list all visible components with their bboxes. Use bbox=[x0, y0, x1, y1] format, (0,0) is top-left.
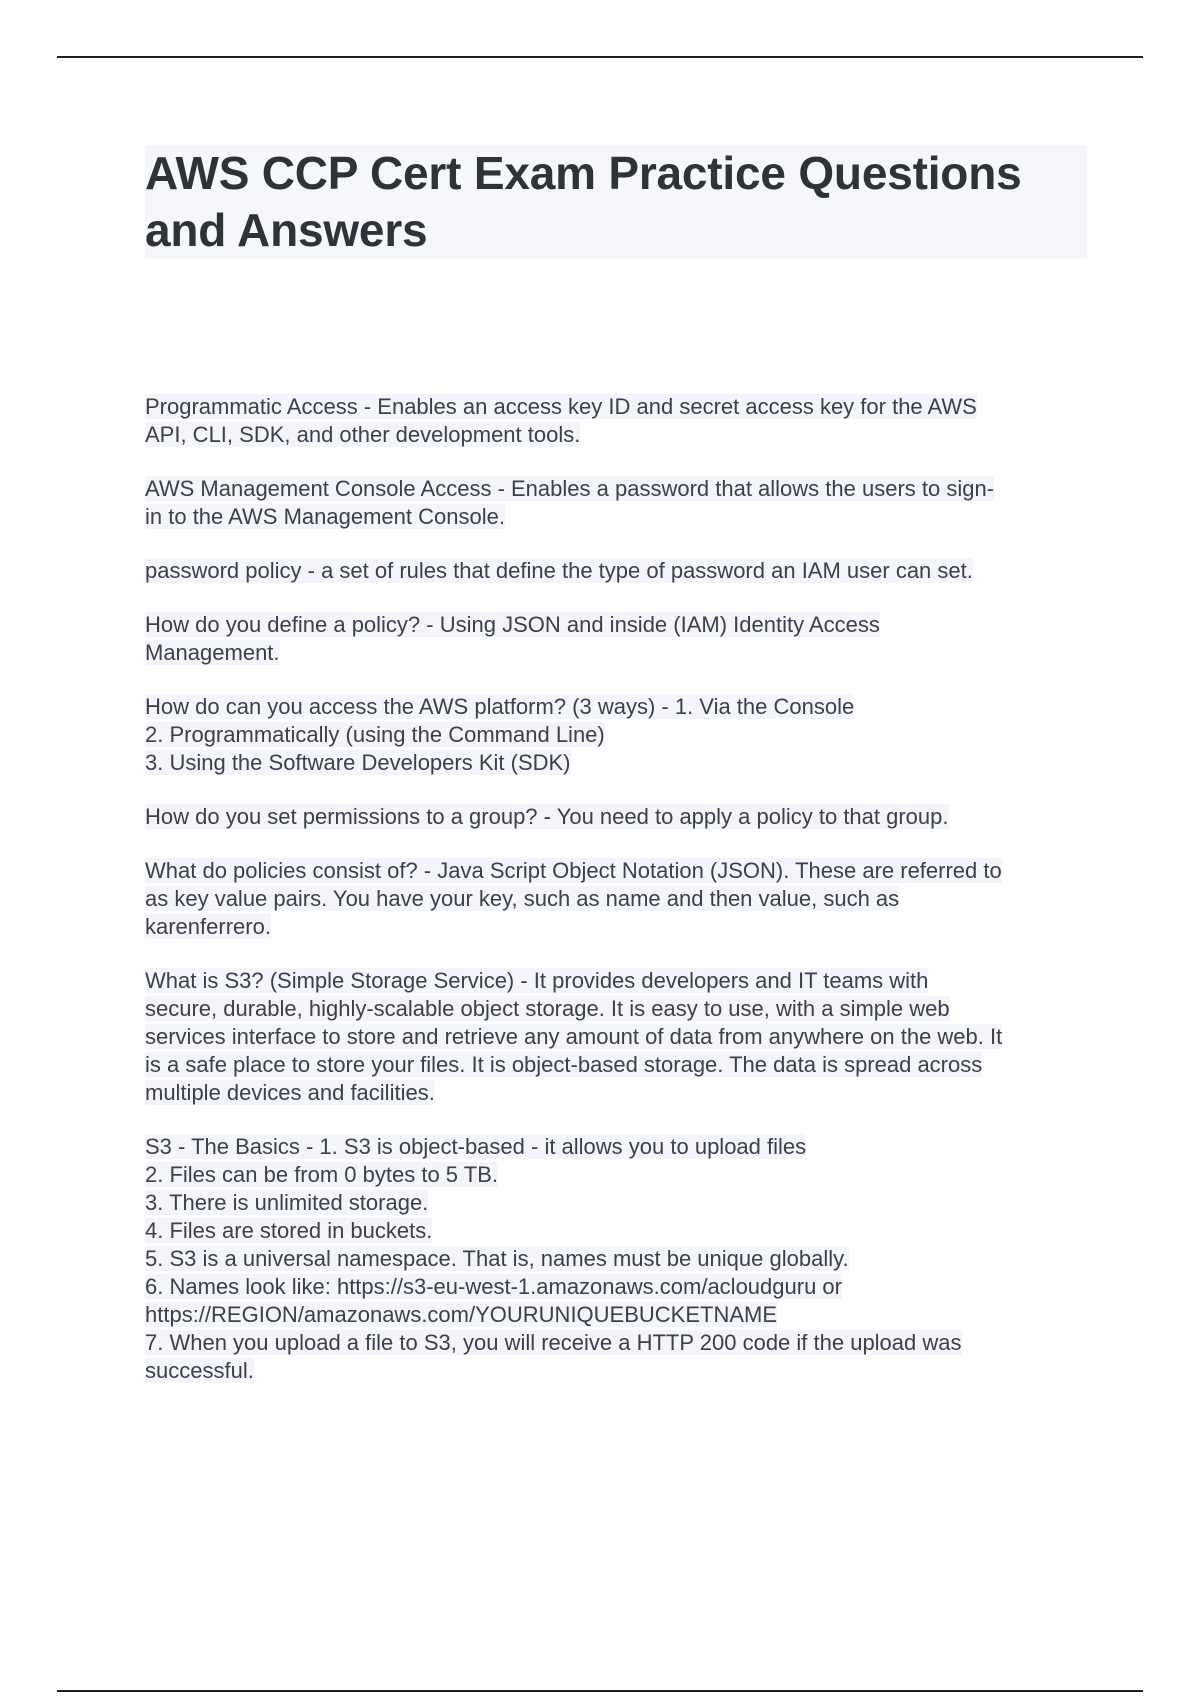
entry-line: 2. Programmatically (using the Command Line) bbox=[145, 722, 605, 747]
bottom-divider bbox=[57, 1690, 1143, 1692]
qa-entry bbox=[145, 693, 1090, 777]
entry-line: services interface to store and retrieve any amount of data from anywhere on the web. It bbox=[145, 1024, 1003, 1049]
entry-line: as key value pairs. You have your key, such as name and then value, such as bbox=[145, 886, 900, 911]
entry-line: AWS Management Console Access - Enables a password that allows the users to sign- bbox=[145, 476, 995, 501]
entry-line: S3 - The Basics - 1. S3 is object-based - it allows you to upload files bbox=[145, 1134, 807, 1159]
entry-line: 3. There is unlimited storage. bbox=[145, 1190, 429, 1215]
entry-line: secure, durable, highly-scalable object storage. It is easy to use, with a simple web bbox=[145, 996, 950, 1021]
qa-entry bbox=[145, 803, 1090, 831]
document-title bbox=[145, 145, 1087, 259]
entry-line: is a safe place to store your files. It is object-based storage. The data is spread across bbox=[145, 1052, 983, 1077]
qa-entry bbox=[145, 1133, 1090, 1385]
entry-line: Management. bbox=[145, 640, 280, 665]
qa-entry bbox=[145, 393, 1090, 449]
qa-entry bbox=[145, 857, 1090, 941]
title-block bbox=[145, 145, 1087, 259]
entry-line: successful. bbox=[145, 1358, 254, 1383]
qa-entry bbox=[145, 557, 1090, 585]
entry-line: How do can you access the AWS platform? (3 ways) - 1. Via the Console bbox=[145, 694, 855, 719]
entry-line: 7. When you upload a file to S3, you will receive a HTTP 200 code if the upload was bbox=[145, 1330, 962, 1355]
title-line: and Answers bbox=[145, 204, 428, 256]
entry-line: in to the AWS Management Console. bbox=[145, 504, 505, 529]
entry-line: How do you set permissions to a group? - You need to apply a policy to that group. bbox=[145, 804, 949, 829]
title-line: AWS CCP Cert Exam Practice Questions bbox=[145, 147, 1022, 199]
entry-line: API, CLI, SDK, and other development tools. bbox=[145, 422, 581, 447]
entry-line: 2. Files can be from 0 bytes to 5 TB. bbox=[145, 1162, 498, 1187]
qa-entries bbox=[145, 393, 1090, 1411]
entry-line: What do policies consist of? - Java Script Object Notation (JSON). These are referred to bbox=[145, 858, 1002, 883]
top-divider bbox=[57, 56, 1143, 58]
entry-line: 3. Using the Software Developers Kit (SDK) bbox=[145, 750, 571, 775]
entry-line: https://REGION/amazonaws.com/YOURUNIQUEBUCKETNAME bbox=[145, 1302, 778, 1327]
entry-line: 6. Names look like: https://s3-eu-west-1.amazonaws.com/acloudguru or bbox=[145, 1274, 842, 1299]
entry-line: multiple devices and facilities. bbox=[145, 1080, 435, 1105]
qa-entry bbox=[145, 967, 1090, 1107]
entry-line: Programmatic Access - Enables an access key ID and secret access key for the AWS bbox=[145, 394, 977, 419]
entry-line: karenferrero. bbox=[145, 914, 271, 939]
qa-entry bbox=[145, 475, 1090, 531]
entry-line: 5. S3 is a universal namespace. That is, names must be unique globally. bbox=[145, 1246, 849, 1271]
entry-line: 4. Files are stored in buckets. bbox=[145, 1218, 433, 1243]
entry-line: How do you define a policy? - Using JSON and inside (IAM) Identity Access bbox=[145, 612, 880, 637]
entry-line: What is S3? (Simple Storage Service) - It provides developers and IT teams with bbox=[145, 968, 929, 993]
qa-entry bbox=[145, 611, 1090, 667]
entry-line: password policy - a set of rules that define the type of password an IAM user can set. bbox=[145, 558, 973, 583]
